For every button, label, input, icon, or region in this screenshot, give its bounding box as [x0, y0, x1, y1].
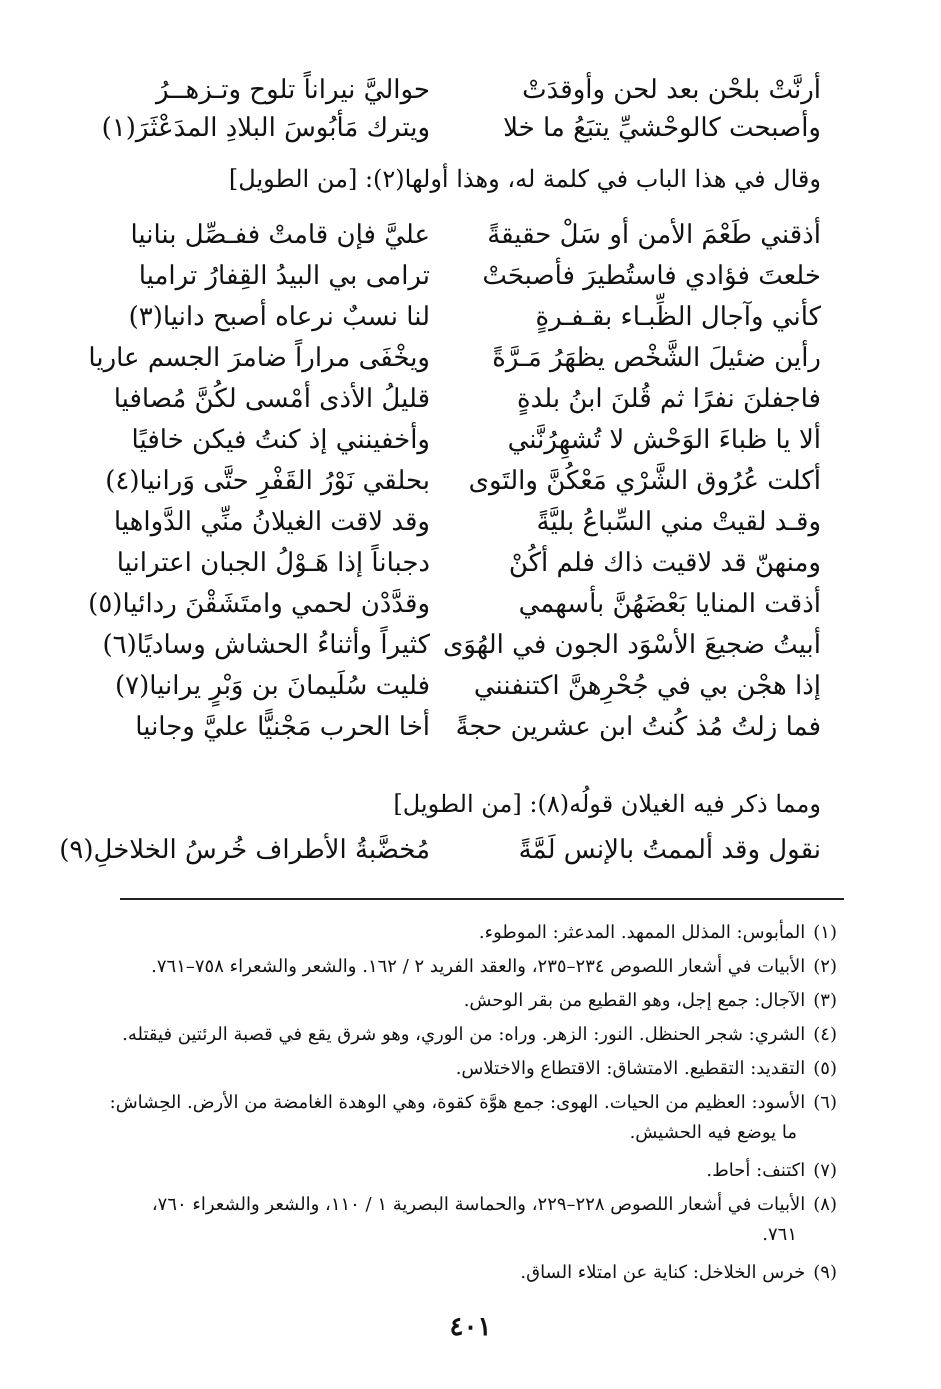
verse-first-hemistich: أكلت عُرُوق الشَّرْي مَعْكُنَّ والتَوى: [468, 466, 821, 496]
verse-first-hemistich: أبيتُ ضجيعَ الأسْوَد الجون في الهُوَى: [442, 630, 821, 660]
verse-first-hemistich: كأني وآجال الظِّبـاء بقـفـرةٍ: [535, 302, 821, 332]
footnote: [74, 1088, 837, 1148]
verse-line: [80, 215, 821, 255]
footnote-number: (٤): [813, 1024, 837, 1045]
verse-first-hemistich: إذا هجْن بي في جُحْرِهنَّ اكتنفنني: [473, 671, 821, 701]
verse-second-hemistich: لنا نسبٌ نرعاه أصبح دانيا(٣): [128, 302, 430, 332]
footnote-continuation: ما يوضع فيه الحشيش.: [629, 1122, 797, 1143]
verse-second-hemistich: مُخضَّبةُ الأطراف خُرسُ الخلاخلِ(٩): [59, 835, 430, 865]
verse-second-hemistich: وقد لاقت الغيلانُ منِّي الدَّواهيا: [113, 507, 430, 537]
footnote-number: (٦): [813, 1092, 837, 1113]
verse-first-hemistich: فاجفلنَ نفرًا ثم قُلنَ ابنُ بلدةٍ: [517, 384, 821, 414]
verse-first-hemistich: وقـد لقيتْ مني السِّباعُ بليَّةً: [536, 507, 821, 537]
footnote-text: التقديد: التقطيع. الامتشاق: الاقتطاع والاختلاس.: [455, 1058, 806, 1079]
footnote-divider: [120, 898, 844, 900]
verse-second-hemistich: وقدَّدْن لحمي وامتَشَقْنَ ردائيا(٥): [88, 589, 430, 619]
verse-second-hemistich: بحلقي نَوْرُ القَفْرِ حتَّى وَرانيا(٤): [105, 466, 430, 496]
footnote-text: المأبوس: المذلل الممهد. المدعثر: الموطوء.: [478, 922, 806, 943]
verse-first-hemistich: ألا يا ظباءَ الوَحْش لا تُشهِرُنَّني: [507, 425, 821, 455]
verse-line: [80, 70, 821, 110]
footnote: [74, 1020, 837, 1050]
verse-first-hemistich: خلعتَ فؤادي فاستُطيرَ فأصبحَتْ: [482, 261, 821, 291]
verse-line: [80, 707, 821, 747]
verse-line: [80, 625, 821, 665]
verse-second-hemistich: وأخفينني إذ كنتُ فيكن خافيًا: [131, 425, 430, 455]
verse-first-hemistich: أذقت المنايا بَعْضَهُنَّ بأسهمي: [518, 589, 821, 619]
verse-line: [80, 502, 821, 542]
verse-first-hemistich: فما زلتُ مُذ كُنتُ ابن عشرين حجةً: [455, 712, 821, 742]
verse-second-hemistich: فليت سُلَيمانَ بن وَبْرٍ يرانيا(٧): [115, 671, 430, 701]
verse-first-hemistich: أرنَّتْ بلحْن بعد لحن وأوقدَتْ: [522, 75, 821, 105]
footnote-text: اكتنف: أحاط.: [706, 1160, 806, 1181]
verse-second-hemistich: عليَّ فإن قامتْ ففـصِّل بنانيا: [130, 220, 430, 250]
footnote-number: (٢): [813, 956, 837, 977]
footnote-number: (٩): [813, 1262, 837, 1283]
footnote: [74, 1190, 837, 1250]
verse-second-hemistich: قليلُ الأذى أمْسى لكُنَّ مُصافيا: [113, 384, 430, 414]
verse-first-hemistich: ومنهنّ قد لاقيت ذاك فلم أكُنْ: [508, 548, 821, 578]
footnote-text: الآجال: جمع إجل، وهو القطيع من بقر الوحش.: [463, 990, 806, 1011]
footnote: [74, 1156, 837, 1186]
verse-line: [80, 379, 821, 419]
footnote-number: (٧): [813, 1160, 837, 1181]
footnote: [74, 918, 837, 948]
verse-line: [80, 420, 821, 460]
verse-line: [80, 256, 821, 296]
verse-line: [80, 338, 821, 378]
verse-second-hemistich: ويخْفَى مراراً ضامرَ الجسم عاريا: [88, 343, 430, 373]
verse-first-hemistich: رأين ضئيلَ الشَّخْص يظهَرُ مَـرَّةً: [492, 343, 821, 373]
footnote-continuation: ٧٦١.: [762, 1224, 797, 1245]
verse-second-hemistich: ويترك مَأبُوسَ البلادِ المدَعْثَرَ(١): [101, 113, 430, 143]
verse-line: [80, 108, 821, 148]
footnote-text: خرس الخلاخل: كناية عن امتلاء الساق.: [520, 1262, 806, 1283]
intro-line: وقال في هذا الباب في كلمة له، وهذا أولها(٢): [من الطويل]: [228, 165, 821, 193]
footnote-number: (٨): [813, 1194, 837, 1215]
footnote-text: الأسود: العظيم من الحيات. الهوى: جمع هوَّة كقوة، وهي الوهدة الغامضة من الأرض. الحِشاش:: [109, 1092, 806, 1113]
footnote-text: الأبيات في أشعار اللصوص ٢٣٤–٢٣٥، والعقد الفريد ٢ / ١٦٢. والشعر والشعراء ٧٥٨–٧٦١.: [151, 956, 806, 977]
verse-second-hemistich: دجباناً إذا هَـوْلُ الجبان اعترانيا: [116, 548, 430, 578]
footnote-number: (٣): [813, 990, 837, 1011]
verse-first-hemistich: نقول وقد ألممتُ بالإنس لَمَّةً: [518, 835, 821, 865]
verse-second-hemistich: ترامى بي البيدُ القِفارُ تراميا: [138, 261, 430, 291]
verse-line: [59, 830, 821, 870]
footnote: [74, 986, 837, 1016]
footnote-text: الأبيات في أشعار اللصوص ٢٢٨–٢٢٩، والحماسة البصرية ١ / ١١٠، والشعر والشعراء ٧٦٠،: [151, 1194, 806, 1215]
footnote-text: الشري: شجر الحنظل. النور: الزهر. وراه: من الوري، وهو شرق يقع في قصبة الرئتين فيقتله.: [122, 1024, 806, 1045]
verse-line: [80, 297, 821, 337]
verse-second-hemistich: أخا الحرب مَجْنيًّا عليَّ وجانيا: [135, 712, 430, 742]
verse-line: [80, 666, 821, 706]
footnote: [74, 1258, 837, 1288]
verse-line: [80, 543, 821, 583]
verse-second-hemistich: حواليَّ نيراناً تلوح وتـزهــرُ: [155, 75, 430, 105]
verse-first-hemistich: أذقني طَعْمَ الأمن أو سَلْ حقيقةً: [487, 220, 821, 250]
footnote-number: (٥): [813, 1058, 837, 1079]
page-number: ٤٠١: [449, 1312, 492, 1342]
verse-first-hemistich: وأصبحت كالوحْشيِّ يتبَعُ ما خلا: [503, 113, 821, 143]
verse-line: [80, 461, 821, 501]
footnote-number: (١): [813, 922, 837, 943]
footnote: [74, 1054, 837, 1084]
intro-line: ومما ذكر فيه الغيلان قولُه(٨): [من الطويل]: [393, 790, 821, 818]
verse-second-hemistich: كثيراً وأثناءُ الحشاش وساديًا(٦): [102, 630, 430, 660]
verse-line: [80, 584, 821, 624]
footnote: [74, 952, 837, 982]
